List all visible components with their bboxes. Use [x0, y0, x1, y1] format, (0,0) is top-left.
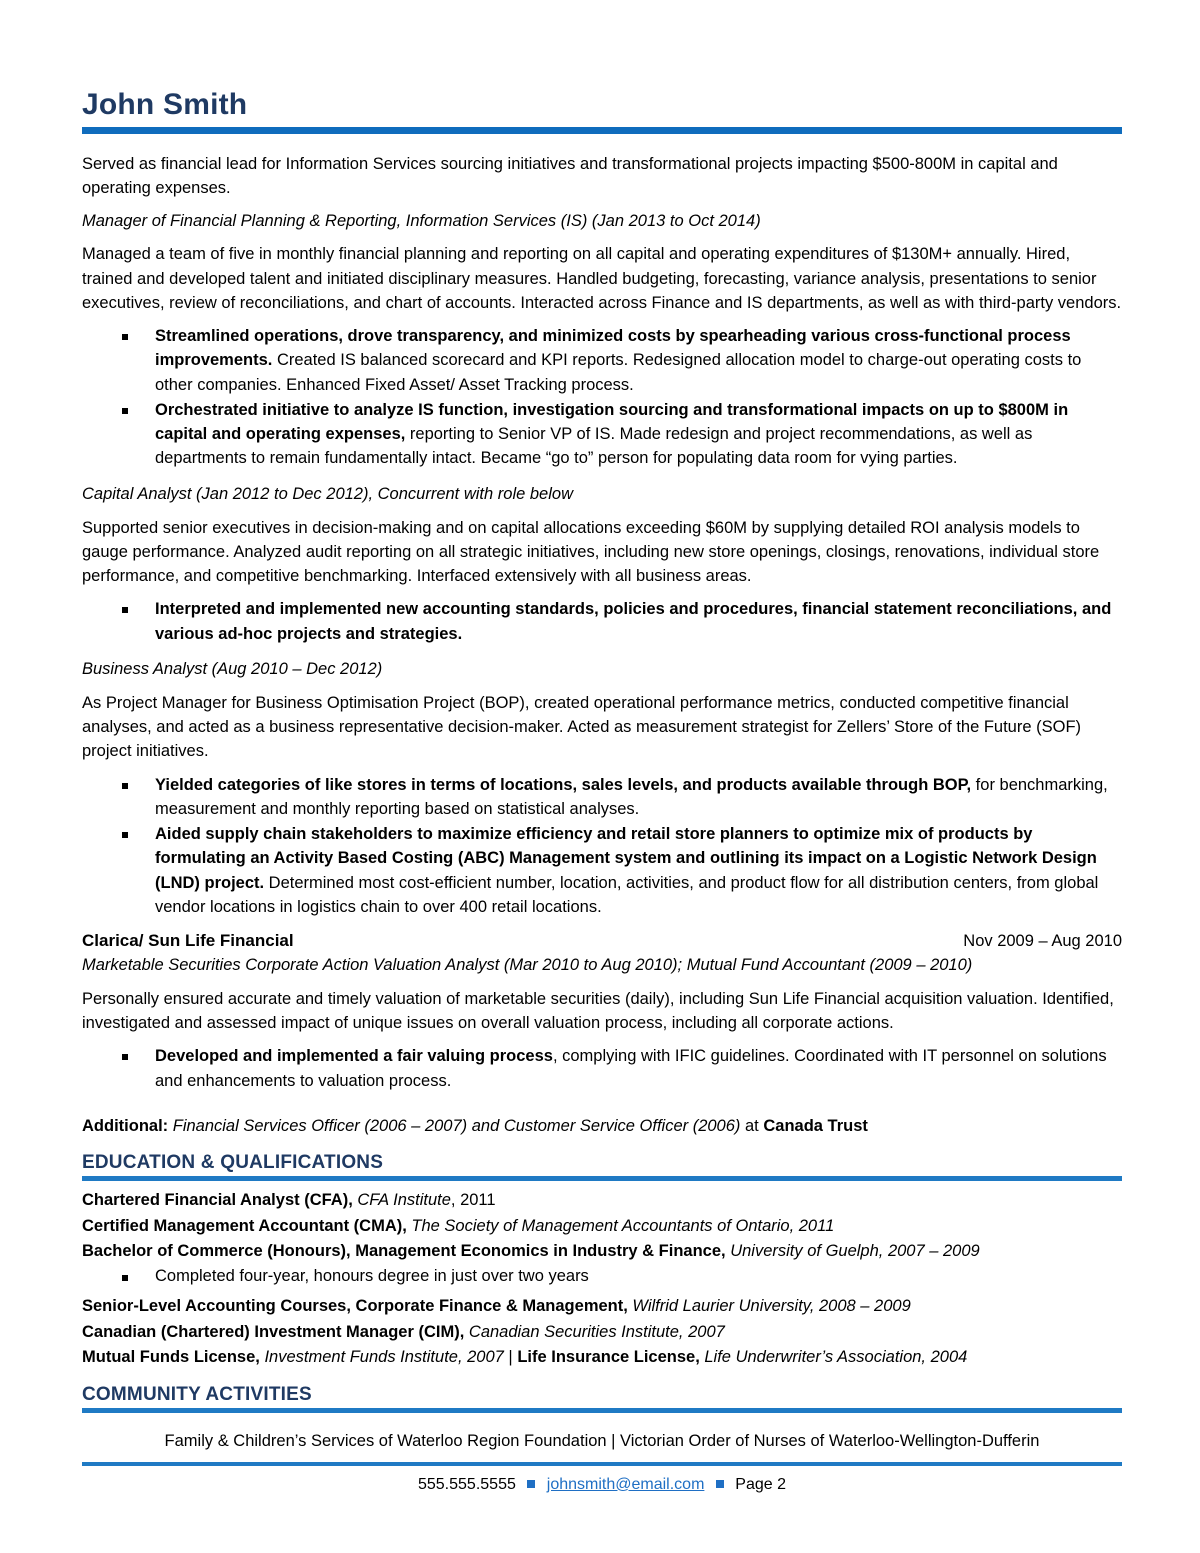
- credential-name: Certified Management Accountant (CMA),: [82, 1216, 407, 1235]
- bullet-rest: for benchmarking, measurement and monthly reporting based on statistical analyses.: [155, 775, 1108, 818]
- page-content: [82, 88, 1122, 1494]
- education-entry: [82, 1215, 1122, 1238]
- footer-phone: 555.555.5555: [417, 1475, 516, 1493]
- intro-paragraph: Served as financial lead for Information Services sourcing initiatives and transformational projects impacting $500-800M in capital and operating expenses.: [82, 155, 1058, 198]
- page-footer: [82, 1466, 1122, 1494]
- bullet-lead: Yielded categories of like stores in terms of locations, sales levels, and products available through BOP,: [155, 775, 972, 794]
- credential-institution: Canadian Securities Institute, 2007: [464, 1322, 725, 1341]
- header-rule: [82, 127, 1122, 134]
- license-a-name: Mutual Funds License,: [82, 1348, 260, 1367]
- list-item: Completed four-year, honours degree in just over two years: [82, 1265, 1122, 1289]
- credential-institution: University of Guelph, 2007 – 2009: [725, 1242, 980, 1261]
- section-heading-education: EDUCATION & QUALIFICATIONS: [82, 1152, 384, 1174]
- bullet-lead: Interpreted and implemented new accounting standards, policies and procedures, financial statement reconciliations, and various ad-hoc projects and strategies.: [155, 600, 1112, 643]
- bullet-lead: Orchestrated initiative to analyze IS function, investigation sourcing and transformational impacts on up to $800M in capital and operating expenses,: [155, 400, 1069, 444]
- education-entry: [82, 1189, 1122, 1212]
- role-summary: Supported senior executives in decision-making and on capital allocations exceeding $60M by supplying detailed ROI analysis models to gauge performance. Analyzed audit reporting on all strategic initiatives, including new store openings, closings, renovations, individual store performance, and competitive benchmarking. Interfaced extensively with all business areas.: [82, 518, 1100, 586]
- company-header: [82, 931, 1122, 951]
- footer-page-number: Page 2: [735, 1475, 787, 1493]
- credential-name: Chartered Financial Analyst (CFA),: [82, 1191, 353, 1210]
- company-role-title: Marketable Securities Corporate Action Valuation Analyst (Mar 2010 to Aug 2010); Mutual Fund Accountant (2009 – 2010): [82, 956, 973, 975]
- list-item: [82, 1044, 1122, 1093]
- credential-year: , 2011: [450, 1191, 496, 1210]
- credential-institution: Wilfrid Laurier University, 2008 – 2009: [627, 1297, 911, 1316]
- bullet-rest: Determined most cost-efficient number, location, activities, and product flow for all distribution centers, from global vendor locations in logistics chain to over 400 retail locations.: [155, 873, 1099, 916]
- community-text: Family & Children’s Services of Waterloo Region Foundation | Victorian Order of Nurses of Waterloo-Wellington-Dufferin: [164, 1431, 1040, 1450]
- credential-institution: CFA Institute: [352, 1191, 451, 1210]
- section-heading-community: COMMUNITY ACTIVITIES: [82, 1383, 312, 1405]
- education-list: [82, 1189, 1122, 1369]
- credential-name: Senior-Level Accounting Courses, Corporate Finance & Management,: [82, 1297, 628, 1316]
- company-name: Clarica/ Sun Life Financial: [82, 931, 294, 951]
- license-divider: |: [503, 1348, 518, 1367]
- company-dates: Nov 2009 – Aug 2010: [963, 932, 1122, 951]
- additional-at: at: [745, 1116, 764, 1135]
- additional-roles: Financial Services Officer (2006 – 2007) and Customer Service Officer (2006): [168, 1116, 745, 1135]
- bullet-rest: , complying with IFIC guidelines. Coordinated with IT personnel on solutions and enhancements to valuation process.: [155, 1047, 1107, 1090]
- credential-name: Bachelor of Commerce (Honours), Management Economics in Industry & Finance,: [82, 1242, 726, 1261]
- license-b-name: Life Insurance License,: [517, 1348, 700, 1367]
- list-item: [82, 324, 1122, 397]
- list-item: [82, 398, 1122, 471]
- square-separator-icon: [716, 1480, 724, 1488]
- company-summary: Personally ensured accurate and timely valuation of marketable securities (daily), including Sun Life Financial acquisition valuation. Identified, investigated and assessed impact of unique issues on overall valuation process, including all corporate actions.: [82, 989, 1114, 1033]
- education-entry: [82, 1321, 1122, 1344]
- bullet-rest: reporting to Senior VP of IS. Made redesign and project recommendations, as well as departments to remain fundamentally intact. Became “go to” person for populating data room for vying parties.: [155, 425, 1033, 468]
- role-summary: As Project Manager for Business Optimisation Project (BOP), created operational performance metrics, conducted competitive financial analyses, and acted as a business representative decision-maker. Acted as measurement strategist for Zellers’ Store of the Future (SOF) project initiatives.: [82, 693, 1082, 761]
- credential-name: Canadian (Chartered) Investment Manager (CIM),: [82, 1322, 465, 1341]
- section-rule: [82, 1176, 1122, 1181]
- license-b-institution: Life Underwriter’s Association, 2004: [699, 1348, 968, 1367]
- bullet-lead: Developed and implemented a fair valuing process: [155, 1047, 553, 1066]
- license-entry: [82, 1346, 1122, 1369]
- role-title: Manager of Financial Planning & Reporting, Information Services (IS) (Jan 2013 to Oct 2014): [82, 211, 761, 230]
- credential-institution: The Society of Management Accountants of Ontario, 2011: [406, 1216, 835, 1235]
- footer-email-link[interactable]: johnsmith@email.com: [546, 1475, 705, 1493]
- additional-employer: Canada Trust: [763, 1116, 868, 1135]
- additional-line: [82, 1114, 1122, 1138]
- role-title: Capital Analyst (Jan 2012 to Dec 2012), Concurrent with role below: [82, 484, 573, 503]
- role-bullet-list: [82, 324, 1122, 471]
- spacer: [82, 1105, 1122, 1114]
- role-summary: Managed a team of five in monthly financial planning and reporting on all capital and operating expenditures of $130M+ annually. Hired, trained and developed talent and initiated disciplinary measures. Handled budgeting, forecasting, variance analysis, presentations to senior executives, review of reconciliations, and chart of accounts. Interacted across Finance and IS departments, as well as with third-party vendors.: [82, 245, 1122, 312]
- bullet-lead: Streamlined operations, drove transparency, and minimized costs by spearheading various cross-functional process improvements.: [155, 327, 1071, 370]
- additional-label: Additional:: [82, 1116, 169, 1135]
- list-item: [82, 773, 1122, 822]
- company-bullet-list: [82, 1044, 1122, 1093]
- license-a-institution: Investment Funds Institute, 2007: [259, 1348, 504, 1367]
- page-title: John Smith: [82, 88, 248, 121]
- square-separator-icon: [527, 1480, 535, 1488]
- role-bullet-list: [82, 773, 1122, 920]
- list-item: [82, 822, 1122, 919]
- list-item: [82, 597, 1122, 646]
- role-title: Business Analyst (Aug 2010 – Dec 2012): [82, 659, 383, 678]
- education-bullet-list: [82, 1265, 1122, 1289]
- role-bullet-list: [82, 597, 1122, 646]
- education-entry: [82, 1295, 1122, 1318]
- section-rule: [82, 1408, 1122, 1413]
- education-entry: [82, 1240, 1122, 1263]
- bullet-lead: Aided supply chain stakeholders to maximize efficiency and retail store planners to optimize mix of products by formulating an Activity Based Costing (ABC) Management system and outlining its impact on a Logistic Network Design (LND) project.: [155, 825, 1097, 892]
- bullet-rest: Created IS balanced scorecard and KPI reports. Redesigned allocation model to charge-out operating costs to other companies. Enhanced Fixed Asset/ Asset Tracking process.: [155, 351, 1082, 394]
